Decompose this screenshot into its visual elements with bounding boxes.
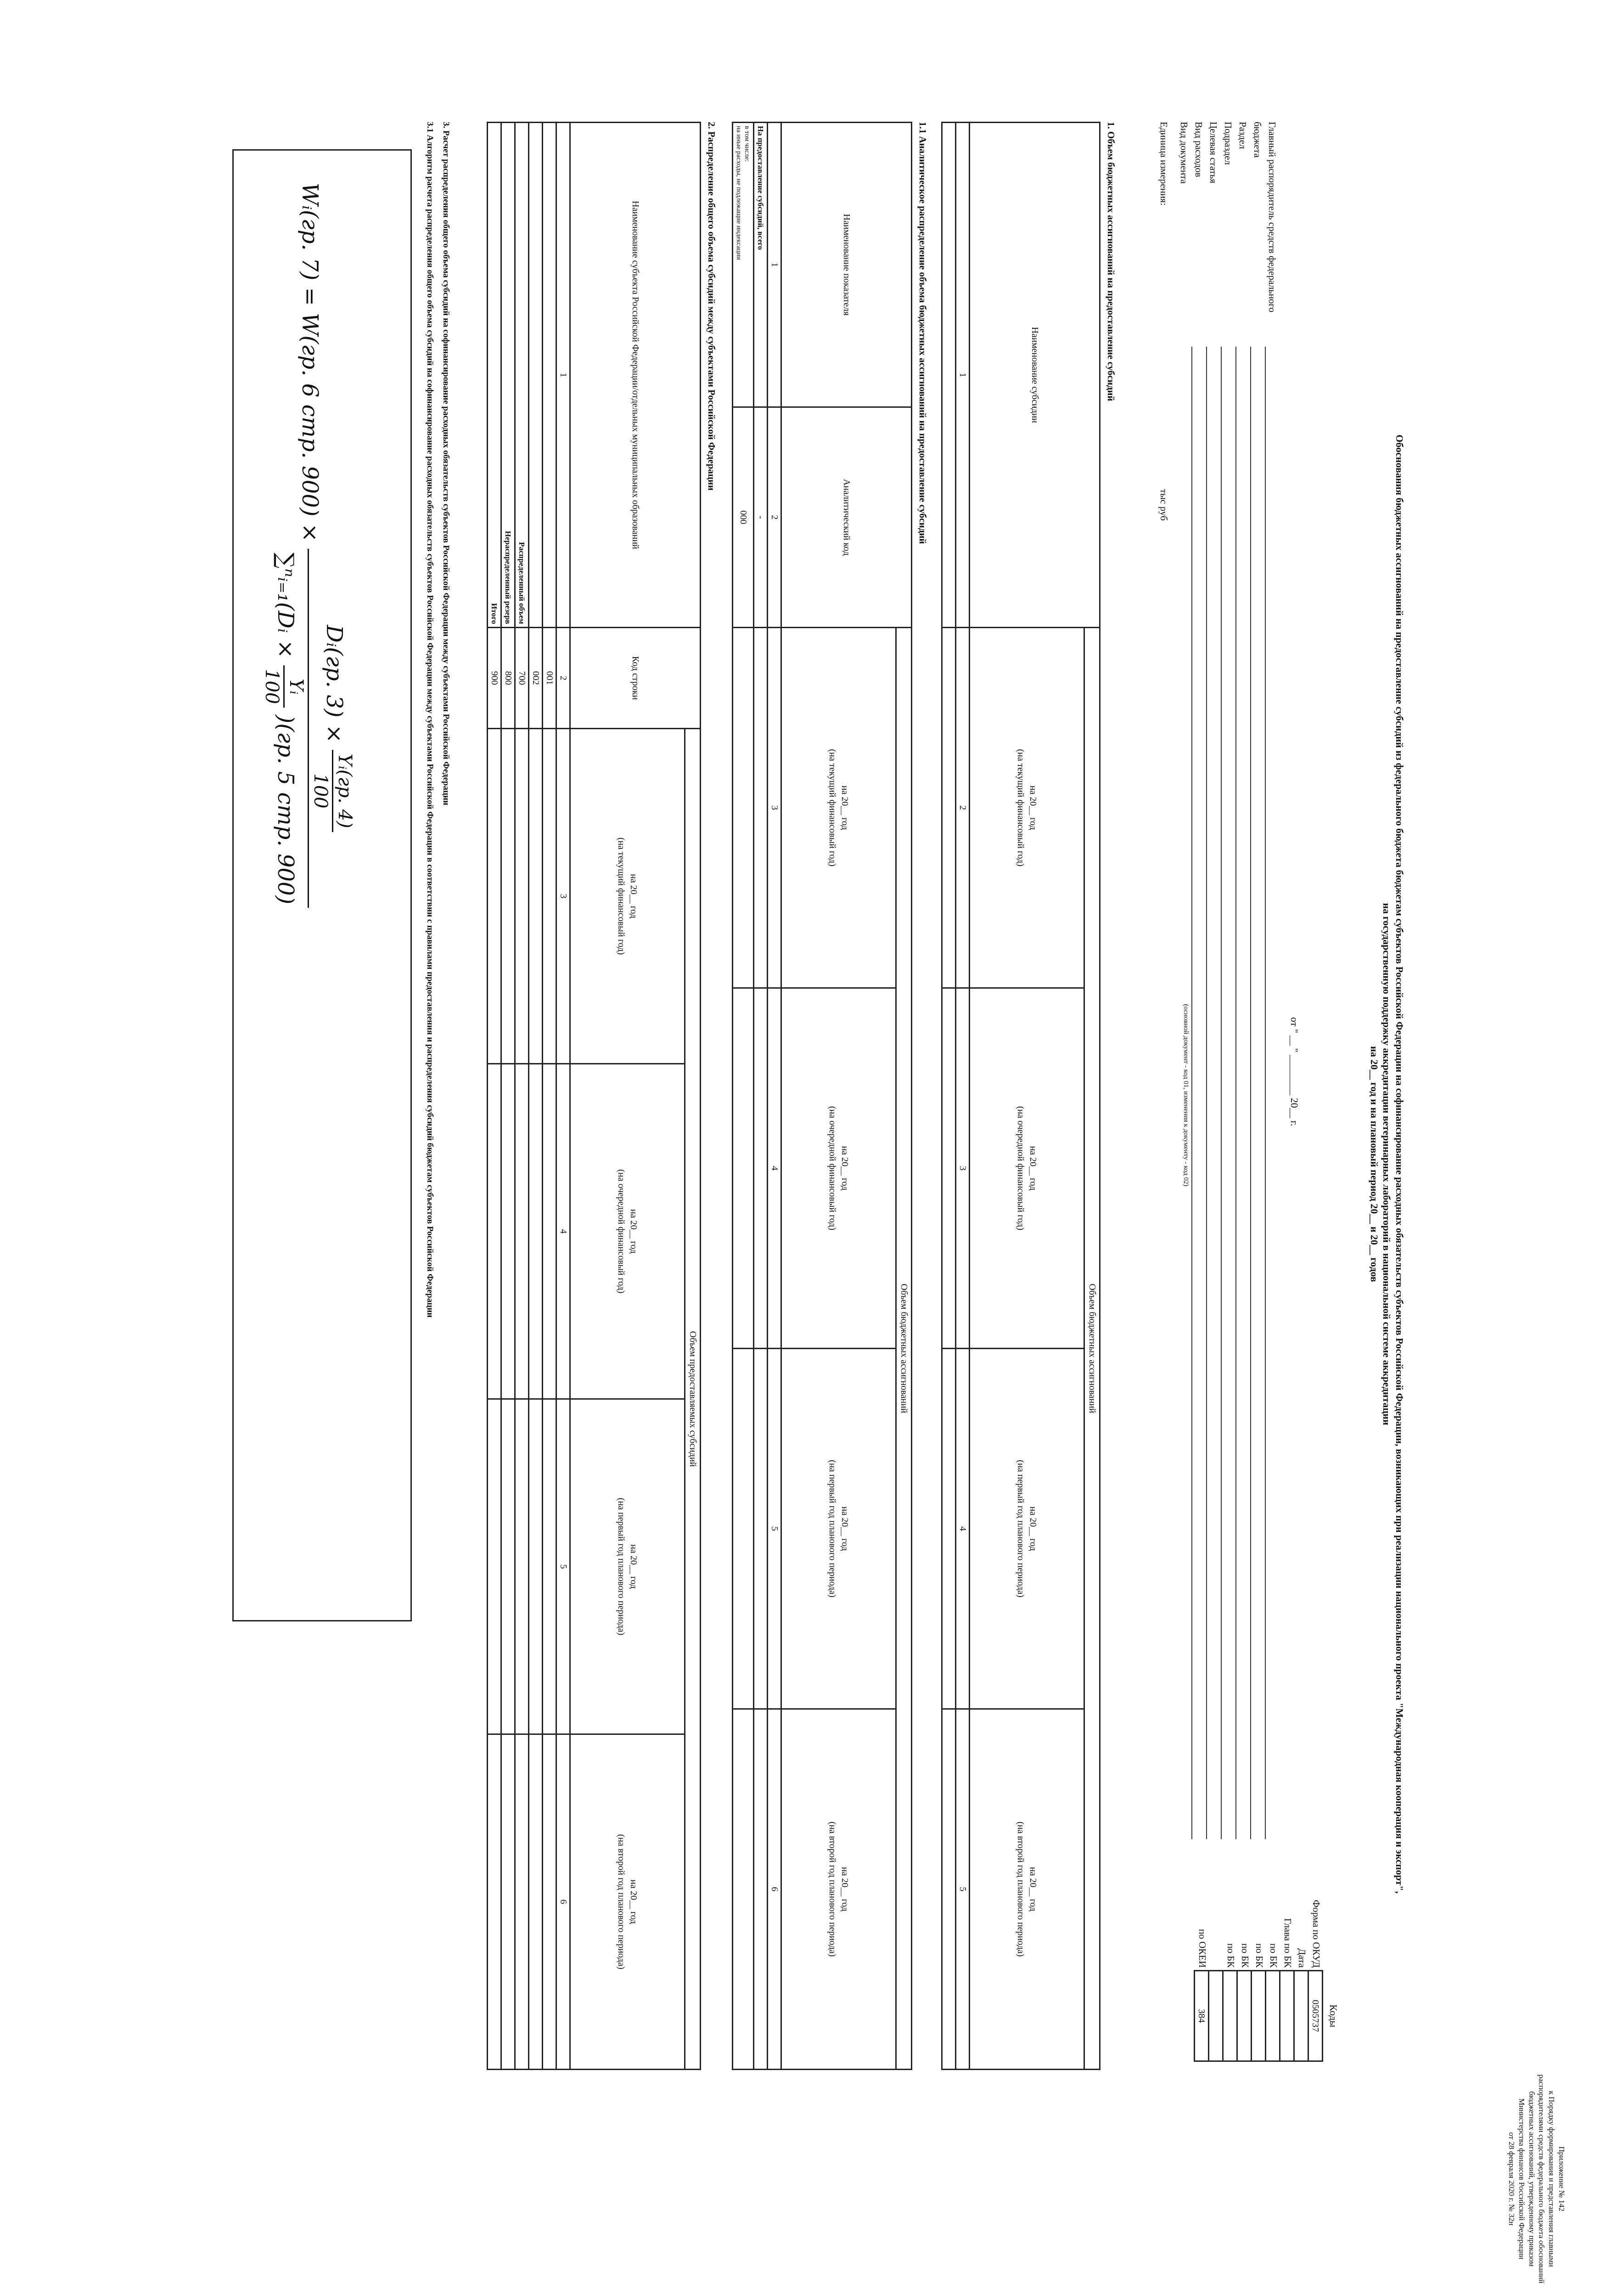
s11-num: 3 [768,628,781,988]
s2-total-label: Нераспределенный резерв [501,123,515,628]
s2-col-plan2-l1: на 20__ год [629,1880,639,1924]
s11-cell[interactable] [733,988,754,1349]
s2-col-current-l2: (на текущий финансовый год) [616,837,627,955]
s1-num: 3 [956,988,970,1349]
s2-cell[interactable] [501,729,515,1064]
s2-col-plan1-l1: на 20__ год [629,1544,639,1589]
s11-num: 1 [768,123,781,407]
appendix-line: к Порядку формирования и представления главными [1547,2091,1556,2267]
codes-labels [1195,1844,1323,1968]
s1-cell[interactable] [942,1709,956,2070]
s2-cell[interactable] [501,1399,515,1734]
s2-cell[interactable] [543,1734,556,2070]
s2-total-code: 700 [515,628,529,729]
s1-head-name: Наименование субсидии [970,123,1100,628]
s1-col-plan2-l2: (на второй год планового периода) [1016,1821,1026,1957]
code-label-target: по БК [1240,1943,1251,1968]
code-podrazdel [1252,1971,1266,2061]
s11-row-total-code: - [754,407,768,628]
date-line: от " __ " ________ 20__ г. [1289,1017,1300,1126]
s11-row-other-a: в том числе: [743,126,751,162]
s2-num: 5 [556,1399,570,1734]
s2-total-code: 800 [501,628,515,729]
formula-num-a: Dᵢ(гр. 3) × [321,625,347,743]
s1-cell[interactable] [942,123,956,628]
code-target [1237,1971,1252,2061]
formula-num-b-bot: 100 [310,773,331,809]
code-razdel [1266,1971,1280,2061]
formula-box [232,149,412,1621]
formula-den-b-top: Yᵢ [283,665,307,708]
s2-head-group: Объем предоставляемых субсидий [685,729,701,2070]
formula-den-fraction [261,665,307,708]
formula-den-c: )(гр. 5 стр. 900) [273,715,298,905]
s11-row-other-code: 000 [733,407,754,628]
section3-subtitle: 3.1 Алгоритм расчета распределения общего объема субсидий на софинансирование расходных обязательств субъектов Российской Федерации между субъектами Российской Федерации в соответствии с правилами предоставления и распределения субсидий бюджетам субъектов Российской Федерации [425,122,435,1318]
s2-row-code: 002 [529,628,543,729]
s1-col-plan1-l2: (на первый год планового периода) [1016,1460,1026,1598]
appendix-line: распорядителями средств федерального бюджета обоснований [1537,2074,1546,2284]
form-title [1368,154,1406,2174]
s11-cell[interactable] [754,628,768,988]
s1-num: 5 [956,1709,970,2070]
s1-num: 4 [956,1349,970,1709]
s2-col-next [570,1064,685,1399]
s2-cell[interactable] [543,1064,556,1399]
s2-num: 2 [556,628,570,729]
s11-col-current-l2: (на текущий финансовый год) [827,749,838,867]
s11-col-plan2-l2: (на второй год планового периода) [827,1821,838,1957]
s11-head-name: Наименование показателя [781,123,912,407]
s11-num: 5 [768,1349,781,1709]
label-vid: Вид расходов [1193,122,1204,177]
s1-col-plan2-l1: на 20__ год [1028,1867,1039,1912]
title-line-1: Обоснования бюджетных ассигнований на предоставление субсидий из федерального бюджета бюджетам субъектов Российской Федерации на софинансирование расходных обязательств субъектов Российской Федерации, возникающих при реализации национального проекта "Международная кооперация и экспорт", [1394,434,1405,1894]
code-label-vid: по БК [1225,1943,1236,1968]
unit-value: тыс руб [1158,489,1169,521]
s1-col-next-l2: (на очередной финансовый год) [1016,1106,1026,1231]
s1-num: 1 [956,123,970,628]
s11-col-current-l1: на 20__ год [840,785,850,830]
s2-col-next-l1: на 20__ год [629,1209,639,1254]
code-vid [1223,1971,1237,2061]
s1-head-group: Объем бюджетных ассигнований [1084,628,1100,2070]
appendix-line: от 28 февраля 2020 г. № 32н [1507,2132,1516,2226]
s11-num: 2 [768,407,781,628]
s2-cell[interactable] [501,1064,515,1399]
section1-title: 1. Объем бюджетных ассигнований на предоставление субсидий [1106,122,1117,401]
s1-col-plan2 [970,1709,1084,2070]
s11-row-other [733,123,754,407]
s2-cell[interactable] [515,1734,529,2070]
s1-cell[interactable] [942,628,956,988]
formula-numerator [308,549,355,908]
s2-cell[interactable] [488,1064,501,1399]
code-label-razdel: по БК [1268,1943,1279,1968]
code-label-okud: Форма по ОКУД [1311,1900,1322,1968]
s2-col-current-l1: на 20__ год [629,874,639,918]
s2-col-plan1 [570,1399,685,1734]
s2-col-current [570,729,685,1064]
s11-col-plan2 [781,1709,896,2070]
appendix-line: бюджетных ассигнований, утвержденному приказом [1527,2091,1536,2267]
code-label-okei: по ОКЕИ [1197,1929,1208,1968]
formula-main-fraction [261,549,355,908]
section11-title: 1.1 Аналитическое распределение объема бюджетных ассигнований на предоставление субсидий [917,122,928,544]
unit-label: Единица измерения: [1158,122,1169,206]
s2-cell[interactable] [488,1734,501,2070]
label-grbs: Главный распорядитель средств федерального бюджета [1252,122,1278,313]
s11-cell[interactable] [754,1349,768,1709]
s11-num: 4 [768,988,781,1349]
appendix-line: Министерства финансов Российской Федерации [1517,2098,1526,2260]
doc-type-note: (основной документ - код 01, изменения к документу - код 02) [1182,1004,1190,1187]
s11-num: 6 [768,1709,781,2070]
s1-num: 2 [956,628,970,988]
s1-col-next [970,988,1084,1349]
s11-col-next-l2: (на очередной финансовый год) [827,1106,838,1231]
code-okud: 0505737 [1308,1971,1323,2061]
formula-num-b-top: Yᵢ(гр. 4) [332,750,355,832]
s1-col-current-l1: на 20__ год [1028,785,1039,830]
s2-cell[interactable] [529,729,543,1064]
s2-col-plan1-l2: (на первый год планового периода) [616,1497,627,1636]
formula-lhs: Wᵢ(гр. 7) = W(гр. 6 стр. 900) × [297,183,323,542]
s11-cell[interactable] [754,988,768,1349]
section11-table [732,122,912,2070]
s11-col-next [781,988,896,1349]
s1-cell[interactable] [942,1349,956,1709]
label-target: Целевая статья [1208,122,1219,184]
s11-col-plan1 [781,1349,896,1709]
s2-row-code: 001 [543,628,556,729]
s11-cell[interactable] [733,1349,754,1709]
formula-denominator [261,549,308,908]
s11-col-plan1-l2: (на первый год планового периода) [827,1460,838,1598]
s2-cell[interactable] [488,729,501,1064]
s11-cell[interactable] [754,1709,768,2070]
field-grbs-line[interactable] [1265,347,1266,1839]
s2-cell[interactable] [529,1064,543,1399]
s2-cell[interactable] [529,1734,543,2070]
s1-col-current-l2: (на текущий финансовый год) [1016,749,1026,867]
code-label-glava: Глава по БК [1282,1918,1293,1968]
section1-table [941,122,1100,2070]
formula-den-a: ∑ⁿᵢ₌₁(Dᵢ × [273,552,298,658]
field-podrazdel-line[interactable] [1235,347,1236,1839]
section2-table [487,122,701,2070]
title-line-2: на государственную поддержку аккредитации ветеринарных лабораторий в национальной системе аккредитации [1381,903,1393,1425]
code-glava [1280,1971,1294,2061]
code-label-date: Дата [1297,1948,1308,1968]
s11-cell[interactable] [733,628,754,988]
label-doc: Вид документа [1179,122,1190,184]
field-target-line[interactable] [1221,347,1222,1839]
s2-col-next-l2: (на очередной финансовый год) [616,1169,627,1294]
info-labels [1177,122,1280,342]
s2-cell[interactable] [543,729,556,1064]
s2-col-plan2-l2: (на второй год планового периода) [616,1834,627,1970]
s1-cell[interactable] [942,988,956,1349]
code-doc [1209,1971,1223,2061]
label-razdel: Раздел [1237,122,1248,149]
appendix-line: Приложение № 142 [1557,2146,1566,2212]
s2-cell[interactable] [529,1399,543,1734]
s2-total-label: Итого [488,123,501,628]
field-razdel-line[interactable] [1250,347,1251,1839]
s2-cell[interactable] [488,1399,501,1734]
s2-cell[interactable] [515,729,529,1064]
s1-col-current [970,628,1084,988]
code-date [1294,1971,1308,2061]
s11-col-plan1-l1: на 20__ год [840,1506,850,1551]
s2-num: 4 [556,1064,570,1399]
field-vid-line[interactable] [1206,347,1207,1839]
s11-col-next-l1: на 20__ год [840,1146,850,1191]
s2-cell[interactable] [515,1399,529,1734]
section2-title: 2. Распределение общего объема субсидий между субъектами Российской Федерации [706,122,717,491]
label-podrazdel: Подраздел [1223,122,1234,165]
formula-num-fraction [310,750,355,832]
s11-row-total-label: На предоставление субсидий, всего [754,123,768,407]
codes-table [1194,1970,1323,2062]
s11-head-code: Аналитический код [781,407,912,628]
s2-head-code: Код строки [570,628,701,729]
s11-col-current [781,628,896,988]
s11-col-plan2-l1: на 20__ год [840,1867,850,1912]
s1-col-next-l1: на 20__ год [1028,1146,1039,1191]
title-line-3: на 20__ год и на плановый период 20__ и 20__ годов [1369,1046,1380,1282]
s2-cell[interactable] [501,1734,515,2070]
formula-den-b-bot: 100 [261,669,282,704]
s1-col-plan1 [970,1349,1084,1709]
code-label-podrazdel: по БК [1254,1943,1265,1968]
s2-head-name: Наименование субъекта Российской Федерации/отдельных муниципальных образований [570,123,701,628]
s11-row-other-b: на иные расходы, не подлежащие индексации [735,126,743,260]
s1-col-plan1-l1: на 20__ год [1028,1506,1039,1551]
s2-num: 6 [556,1734,570,2070]
field-doc-line[interactable] [1191,347,1192,1839]
s11-cell[interactable] [733,1709,754,2070]
s2-col-plan2 [570,1734,685,2070]
s11-head-group: Объем бюджетных ассигнований [896,628,912,2070]
codes-header: Коды [1328,2004,1339,2027]
appendix-note [1507,2050,1567,2296]
s2-cell[interactable] [543,1399,556,1734]
s2-region-cell[interactable] [543,123,556,628]
allocation-formula [261,183,355,908]
code-okei: 384 [1195,1971,1209,2061]
s2-num: 3 [556,729,570,1064]
rotated-form-sheet [129,62,1617,2294]
s2-cell[interactable] [515,1064,529,1399]
code-label-doc [1209,1844,1224,1968]
s2-region-cell[interactable] [529,123,543,628]
s2-num: 1 [556,123,570,628]
s2-total-label: Распределенный объем [515,123,529,628]
s2-total-code: 900 [488,628,501,729]
section3-title: 3. Расчет распределения общего объема субсидий на софинансирование расходных обязательств субъектов Российской Федерации между субъектами Российской Федерации [441,122,451,805]
